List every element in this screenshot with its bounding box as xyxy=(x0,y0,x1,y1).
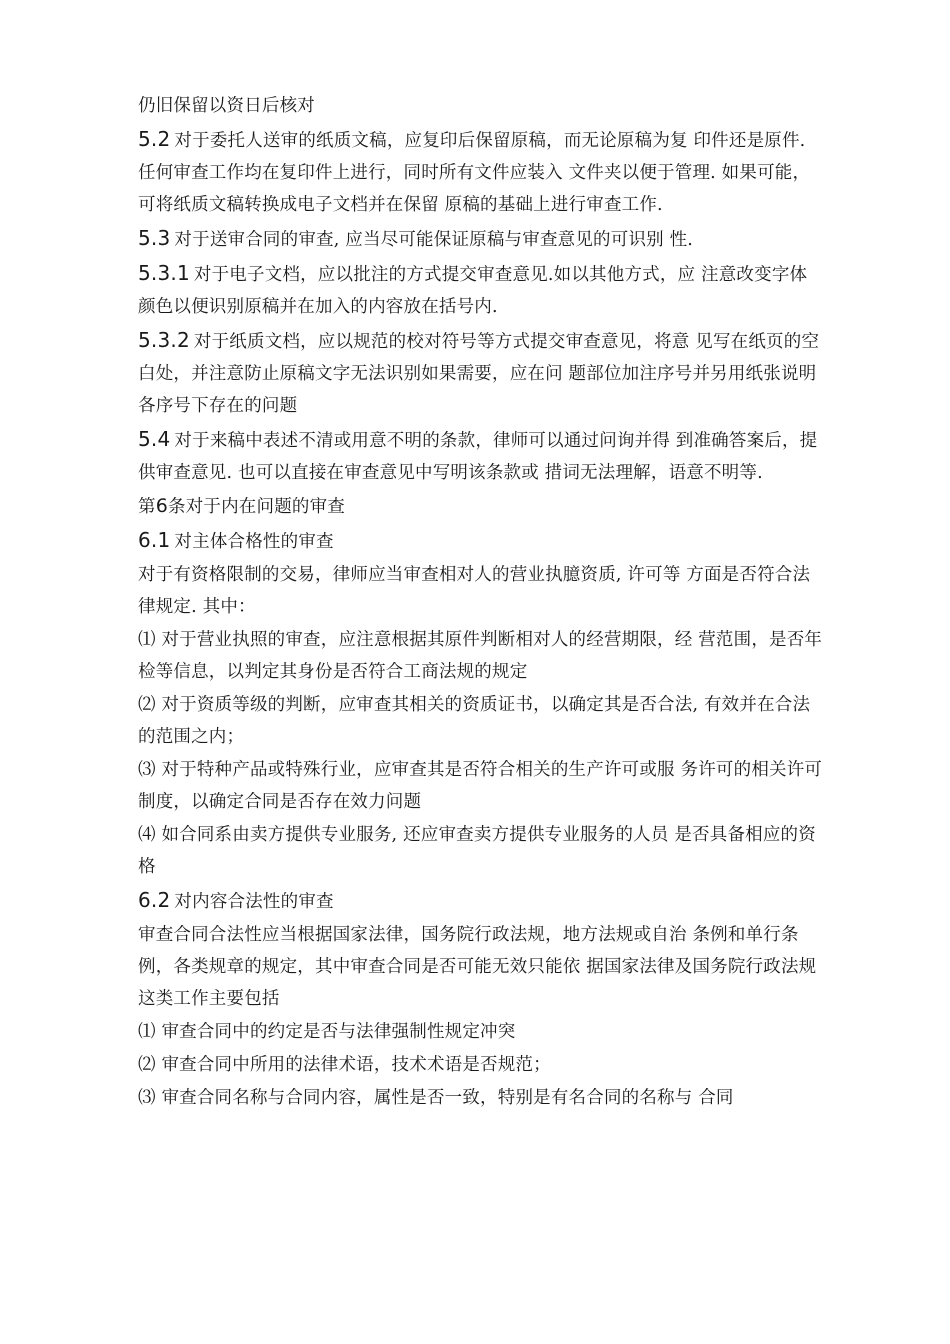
section-number: 5.2 xyxy=(138,127,171,151)
paragraph-text: ⑵ 审查合同中所用的法律术语，技术术语是否规范； xyxy=(138,1055,551,1075)
list-item xyxy=(138,624,824,688)
section-6-1 xyxy=(138,524,824,558)
section-number: 5.4 xyxy=(138,427,171,451)
section-number: 5.3.1 xyxy=(138,261,190,285)
list-item xyxy=(138,1049,824,1081)
article-6-heading xyxy=(138,490,824,523)
paragraph-text: ⑶ 审查合同名称与合同内容，属性是否一致，特别是有名合同的名称与 合同 xyxy=(138,1088,734,1108)
paragraph-text: ⑷ 如合同系由卖方提供专业服务, 还应审查卖方提供专业服务的人员 是否具备相应的资格 xyxy=(138,825,816,877)
section-number: 5.3 xyxy=(138,226,171,250)
list-item xyxy=(138,1016,824,1048)
paragraph-text: 对于送审合同的审查, 应当尽可能保证原稿与审查意见的可识别 性. xyxy=(174,230,694,250)
section-number: 5.3.2 xyxy=(138,328,190,352)
heading-prefix: 第 xyxy=(138,497,156,517)
paragraph xyxy=(138,559,824,623)
section-number: 6.2 xyxy=(138,888,171,912)
paragraph-text: 对于有资格限制的交易，律师应当审查相对人的营业执臆资质, 许可等 方面是否符合法律规定. 其中： xyxy=(138,565,811,617)
paragraph-text: ⑴ 对于营业执照的审查，应注意根据其原件判断相对人的经营期限，经 营范围，是否年检等信息，以判定其身份是否符合工商法规的规定 xyxy=(138,630,823,682)
paragraph-text: 对主体合格性的审查 xyxy=(174,532,334,552)
paragraph-text: 对内容合法性的审查 xyxy=(174,892,334,912)
paragraph-text: 审查合同合法性应当根据国家法律，国务院行政法规，地方法规或自治 条例和单行条例，各类规章的规定，其中审查合同是否可能无效只能依 据国家法律及国务院行政法规这类工作主要包括 xyxy=(138,925,817,1009)
list-item xyxy=(138,1082,824,1114)
section-5-3-2 xyxy=(138,324,824,422)
article-number: 6 xyxy=(155,495,168,517)
paragraph xyxy=(138,90,824,122)
paragraph-text: 对于委托人送审的纸质文稿，应复印后保留原稿，而无论原稿为复 印件还是原件. 任何审查工作均在复印件上进行，同时所有文件应装入 文件夹以便于管理. 如果可能，可将纸质文稿转换成电子文档并在保留 原稿的基础上进行审查工作. xyxy=(138,131,811,215)
section-number: 6.1 xyxy=(138,528,171,552)
section-5-3 xyxy=(138,222,824,256)
paragraph xyxy=(138,919,824,1015)
section-6-2 xyxy=(138,884,824,918)
list-item xyxy=(138,689,824,753)
paragraph-text: ⑶ 对于特种产品或特殊行业，应审查其是否符合相关的生产许可或服 务许可的相关许可制度，以确定合同是否存在效力问题 xyxy=(138,760,823,812)
paragraph-text: ⑵ 对于资质等级的判断，应审查其相关的资质证书，以确定其是否合法, 有效并在合法的范围之内； xyxy=(138,695,811,747)
heading-text: 条对于内在问题的审查 xyxy=(168,497,345,517)
list-item xyxy=(138,754,824,818)
list-item xyxy=(138,819,824,883)
paragraph-text: 仍旧保留以资日后核对 xyxy=(138,96,315,116)
section-5-4 xyxy=(138,423,824,489)
paragraph-text: 对于电子文档，应以批注的方式提交审查意见.如以其他方式，应 注意改变字体颜色以便识别原稿并在加入的内容放在括号内. xyxy=(138,265,808,317)
section-5-2 xyxy=(138,123,824,221)
paragraph-text: 对于纸质文档，应以规范的校对符号等方式提交审查意见，将意 见写在纸页的空白处，并注意防止原稿文字无法识别如果需要，应在问 题部位加注序号并另用纸张说明各序号下存在的问题 xyxy=(138,332,820,416)
section-5-3-1 xyxy=(138,257,824,323)
paragraph-text: ⑴ 审查合同中的约定是否与法律强制性规定冲突 xyxy=(138,1022,516,1042)
paragraph-text: 对于来稿中表述不清或用意不明的条款，律师可以通过问询并得 到准确答案后，提供审查意见. 也可以直接在审查意见中写明该条款或 措词无法理解，语意不明等. xyxy=(138,431,818,483)
